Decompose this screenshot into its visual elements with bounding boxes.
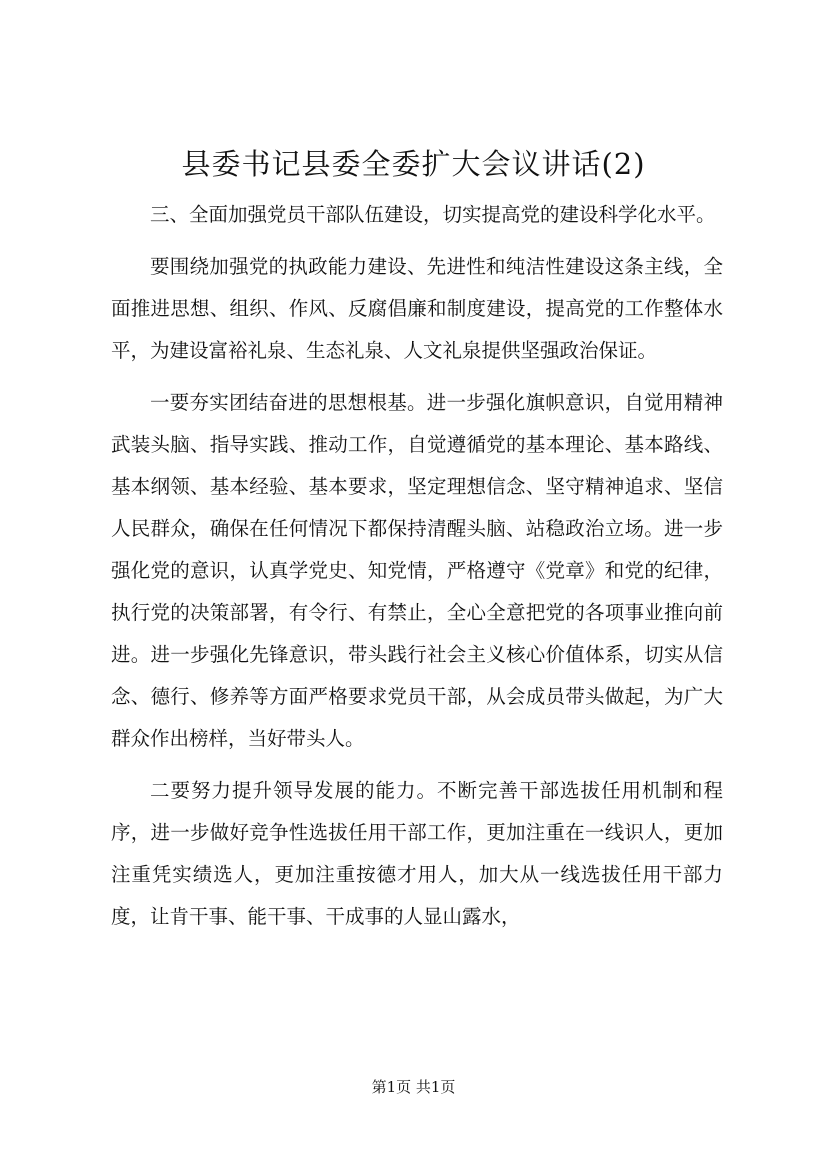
document-body <box>111 194 723 948</box>
paragraph: 三、全面加强党员干部队伍建设，切实提高党的建设科学化水平。 <box>150 203 716 226</box>
page-footer: 第1页 共1页 <box>371 1078 456 1096</box>
paragraph: 二要努力提升领导发展的能力。不断完善干部选拔任用机制和程序，进一步做好竞争性选拔任用干部工作，更加注重在一线识人，更加注重凭实绩选人，更加注重按德才用人，加大从一线选拔任用干部力度，让肯干事、能干事、干成事的人显山露水， <box>111 779 723 928</box>
document-title: 县委书记县委全委扩大会议讲话(2) <box>181 147 646 181</box>
paragraph: 要围绕加强党的执政能力建设、先进性和纯洁性建设这条主线，全面推进思想、组织、作风、反腐倡廉和制度建设，提高党的工作整体水平，为建设富裕礼泉、生态礼泉、人文礼泉提供坚强政治保证。 <box>111 255 723 362</box>
paragraph: 一要夯实团结奋进的思想根基。进一步强化旗帜意识，自觉用精神武装头脑、指导实践、推动工作，自觉遵循党的基本理论、基本路线、基本纲领、基本经验、基本要求，坚定理想信念、坚守精神追求、坚信人民群众，确保在任何情况下都保持清醒头脑、站稳政治立场。进一步强化党的意识，认真学党史、知党情，严格遵守《党章》和党的纪律，执行党的决策部署，有令行、有禁止，全心全意把党的各项事业推向前进。进一步强化先锋意识，带头践行社会主义核心价值体系，切实从信念、德行、修养等方面严格要求党员干部，从会成员带头做起，为广大群众作出榜样，当好带头人。 <box>111 391 723 750</box>
